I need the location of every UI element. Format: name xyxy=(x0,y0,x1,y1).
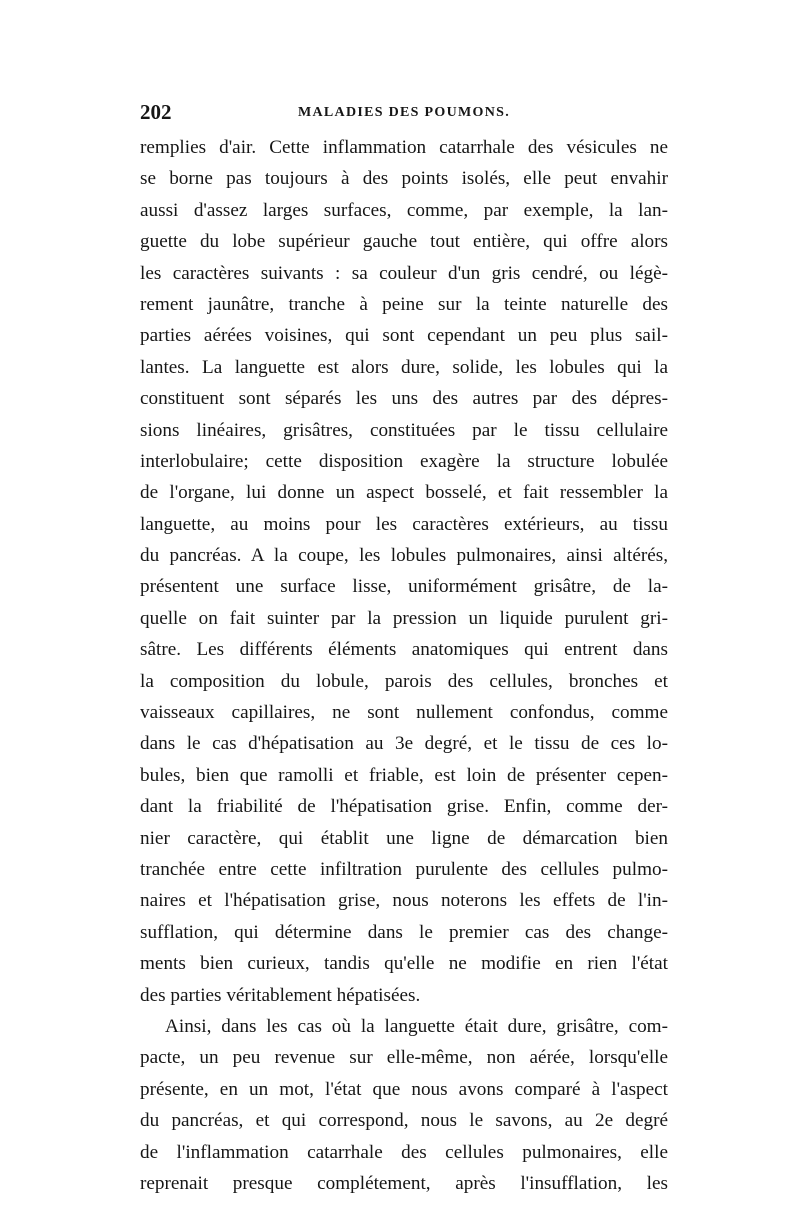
book-page xyxy=(140,100,668,1199)
text-line: Ainsi, dans les cas où la languette était dure, grisâtre, com- xyxy=(165,1015,668,1037)
text-line: bules, bien que ramolli et friable, est loin de présenter cepen- xyxy=(140,764,668,786)
text-line: du pancréas, et qui correspond, nous le savons, au 2e degré xyxy=(140,1110,668,1132)
running-title: MALADIES DES POUMONS. xyxy=(297,105,511,120)
text-line: pacte, un peu revenue sur elle-même, non aérée, lorsqu'elle xyxy=(140,1047,668,1069)
text-line: de l'inflammation catarrhale des cellules pulmonaires, elle xyxy=(140,1141,668,1163)
text-line: sions linéaires, grisâtres, constituées par le tissu cellulaire xyxy=(140,419,668,441)
text-line: constituent sont séparés les uns des autres par des dépres- xyxy=(140,388,668,410)
text-line: lantes. La languette est alors dure, solide, les lobules qui la xyxy=(140,356,668,378)
text-line: des parties véritablement hépatisées. xyxy=(140,984,421,1006)
page-header xyxy=(140,100,668,132)
text-line: du pancréas. A la coupe, les lobules pulmonaires, ainsi altérés, xyxy=(140,545,668,567)
text-line: parties aérées voisines, qui sont cependant un peu plus sail- xyxy=(140,325,668,347)
text-line: quelle on fait suinter par la pression un liquide purulent gri- xyxy=(140,607,668,629)
text-line: nier caractère, qui établit une ligne de démarcation bien xyxy=(140,827,668,849)
text-line: rement jaunâtre, tranche à peine sur la teinte naturelle des xyxy=(140,293,668,315)
text-line: aussi d'assez larges surfaces, comme, par exemple, la lan- xyxy=(140,199,668,221)
text-line: naires et l'hépatisation grise, nous noterons les effets de l'in- xyxy=(140,890,668,912)
text-line: sufflation, qui détermine dans le premier cas des change- xyxy=(140,921,668,943)
page-number: 202 xyxy=(140,100,172,124)
body-text xyxy=(140,132,668,1199)
text-line: interlobulaire; cette disposition exagère la structure lobulée xyxy=(140,450,668,472)
text-line: ments bien curieux, tandis qu'elle ne modifie en rien l'état xyxy=(140,953,668,975)
text-line: tranchée entre cette infiltration purulente des cellules pulmo- xyxy=(140,858,668,880)
text-line: dant la friabilité de l'hépatisation grise. Enfin, comme der- xyxy=(140,796,668,818)
text-line: remplies d'air. Cette inflammation catarrhale des vésicules ne xyxy=(140,137,668,158)
text-line: reprenait presque complétement, après l'insufflation, les xyxy=(140,1172,668,1194)
text-line: les caractères suivants : sa couleur d'un gris cendré, ou légè- xyxy=(140,262,668,284)
text-line: guette du lobe supérieur gauche tout entière, qui offre alors xyxy=(140,231,668,253)
text-line: se borne pas toujours à des points isolés, elle peut envahir xyxy=(140,168,668,190)
text-line: la composition du lobule, parois des cellules, bronches et xyxy=(140,670,668,692)
text-line: vaisseaux capillaires, ne sont nullement confondus, comme xyxy=(140,702,668,724)
text-line: languette, au moins pour les caractères extérieurs, au tissu xyxy=(140,513,668,535)
text-line: de l'organe, lui donne un aspect bosselé, et fait ressembler la xyxy=(140,482,668,504)
text-line: sâtre. Les différents éléments anatomiques qui entrent dans xyxy=(140,639,668,661)
text-line: présente, en un mot, l'état que nous avons comparé à l'aspect xyxy=(140,1078,668,1100)
text-line: dans le cas d'hépatisation au 3e degré, et le tissu de ces lo- xyxy=(140,733,668,755)
text-line: présentent une surface lisse, uniformément grisâtre, de la- xyxy=(140,576,668,598)
